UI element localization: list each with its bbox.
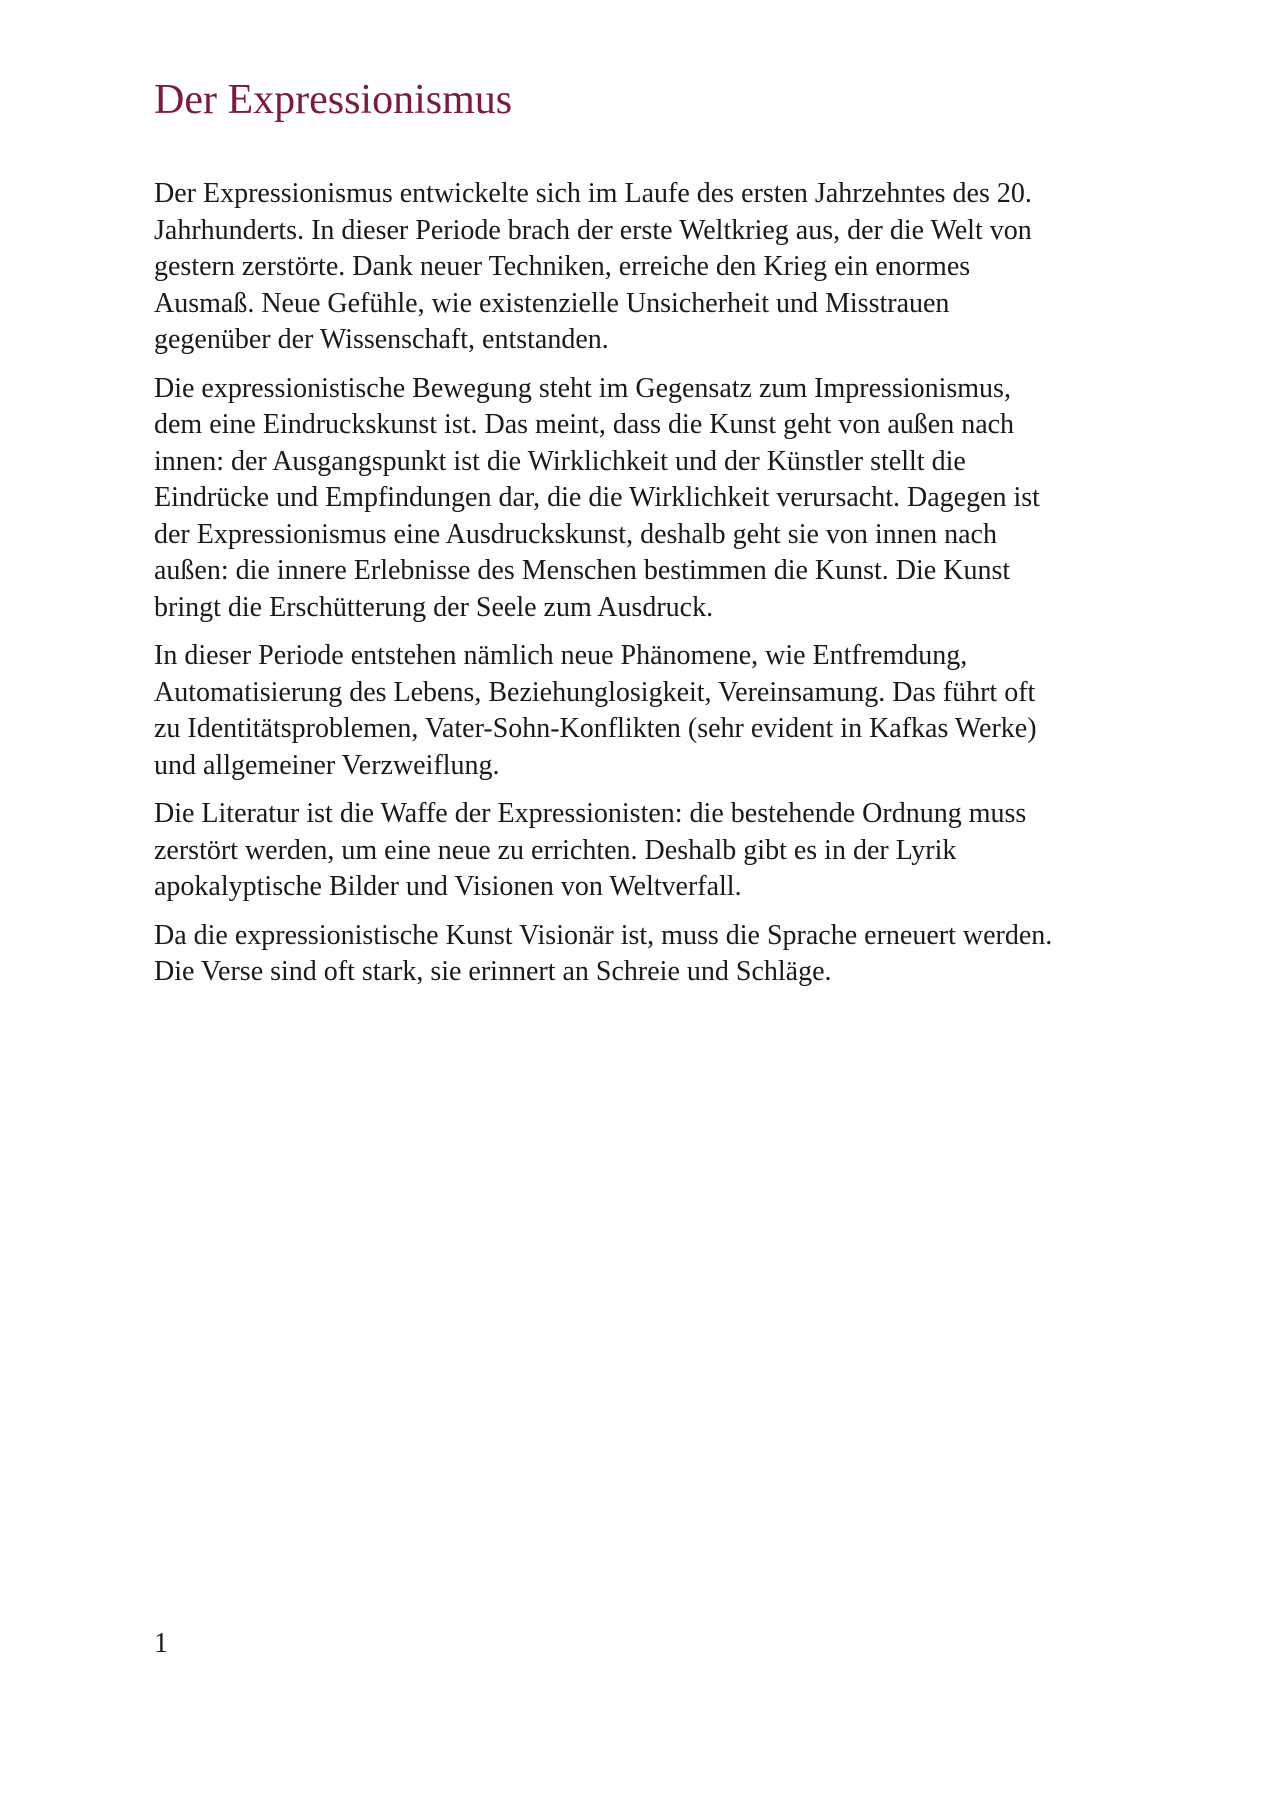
text-line: bringt die Erschütterung der Seele zum Ausdruck.	[154, 591, 714, 623]
page-title: Der Expressionismus	[154, 77, 513, 123]
page-number: 1	[154, 1628, 168, 1659]
paragraph-5	[154, 918, 1154, 991]
paragraph-1	[154, 176, 1154, 359]
body-text	[154, 176, 1154, 1003]
text-line: innen: der Ausgangspunkt ist die Wirklichkeit und der Künstler stellt die	[154, 445, 966, 477]
paragraph-3	[154, 638, 1154, 784]
text-line: apokalyptische Bilder und Visionen von Weltverfall.	[154, 871, 742, 902]
text-line: Die Verse sind oft stark, sie erinnert an Schreie und Schläge.	[154, 956, 832, 987]
text-line: In dieser Periode entstehen nämlich neue Phänomene, wie Entfremdung,	[154, 640, 968, 671]
text-line: Jahrhunderts. In dieser Periode brach der erste Weltkrieg aus, der die Welt von	[154, 214, 1032, 246]
paragraph-2	[154, 371, 1154, 627]
text-line: Da die expressionistische Kunst Visionär ist, muss die Sprache erneuert werden.	[154, 919, 1053, 951]
paragraph-4	[154, 796, 1154, 906]
text-line: Die expressionistische Bewegung steht im Gegensatz zum Impressionismus,	[154, 372, 1011, 404]
text-line: Ausmaß. Neue Gefühle, wie existenzielle Unsicherheit und Misstrauen	[154, 287, 950, 319]
text-line: und allgemeiner Verzweiflung.	[154, 749, 500, 781]
text-line: gestern zerstörte. Dank neuer Techniken, erreiche den Krieg ein enormes	[154, 251, 971, 282]
text-line: der Expressionismus eine Ausdruckskunst, deshalb geht sie von innen nach	[154, 518, 997, 550]
text-line: Die Literatur ist die Waffe der Expressionisten: die bestehende Ordnung muss	[154, 798, 1027, 829]
text-line: Der Expressionismus entwickelte sich im Laufe des ersten Jahrzehntes des 20.	[154, 178, 1032, 209]
text-line: dem eine Eindruckskunst ist. Das meint, dass die Kunst geht von außen nach	[154, 409, 1015, 440]
text-line: Automatisierung des Lebens, Beziehunglosigkeit, Vereinsamung. Das führt oft	[154, 676, 1036, 708]
text-line: außen: die innere Erlebnisse des Menschen bestimmen die Kunst. Die Kunst	[154, 555, 1011, 586]
text-line: Eindrücke und Empfindungen dar, die die Wirklichkeit verursacht. Dagegen ist	[154, 482, 1040, 513]
text-line: zerstört werden, um eine neue zu errichten. Deshalb gibt es in der Lyrik	[154, 834, 957, 866]
text-line: gegenüber der Wissenschaft, entstanden.	[154, 324, 609, 355]
text-line: zu Identitätsproblemen, Vater-Sohn-Konflikten (sehr evident in Kafkas Werke)	[154, 713, 1037, 744]
